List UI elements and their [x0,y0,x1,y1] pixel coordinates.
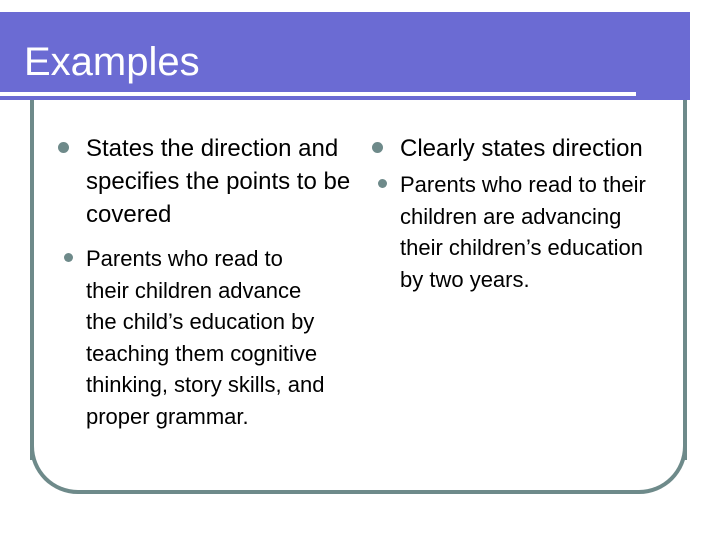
title-bar [0,12,720,100]
left-column [56,132,356,432]
right-bullet-item [368,132,688,165]
sub-bullet-icon [64,253,73,262]
right-point-text: Clearly states direction [400,135,643,162]
left-bullet-item [56,132,356,231]
right-sub-point-text: Parents who read to their children are advancing their children’s education by two years. [400,172,646,292]
title-bar-corner [662,12,690,100]
left-sub-bullet-item [86,243,326,432]
title-underline [0,92,636,96]
left-point-text: States the direction and specifies the points to be covered [86,135,351,228]
right-sub-bullet-item [400,169,660,295]
slide-title: Examples [24,40,200,84]
bullet-icon [372,142,383,153]
bullet-icon [58,142,69,153]
title-bar-notch [690,12,720,100]
left-sub-point-text: Parents who read to their children advance the child’s education by teaching them cognitive thinking, story skills, and proper grammar. [86,246,325,429]
frame-left-border [30,100,34,460]
right-column [368,132,688,295]
sub-bullet-icon [378,179,387,188]
